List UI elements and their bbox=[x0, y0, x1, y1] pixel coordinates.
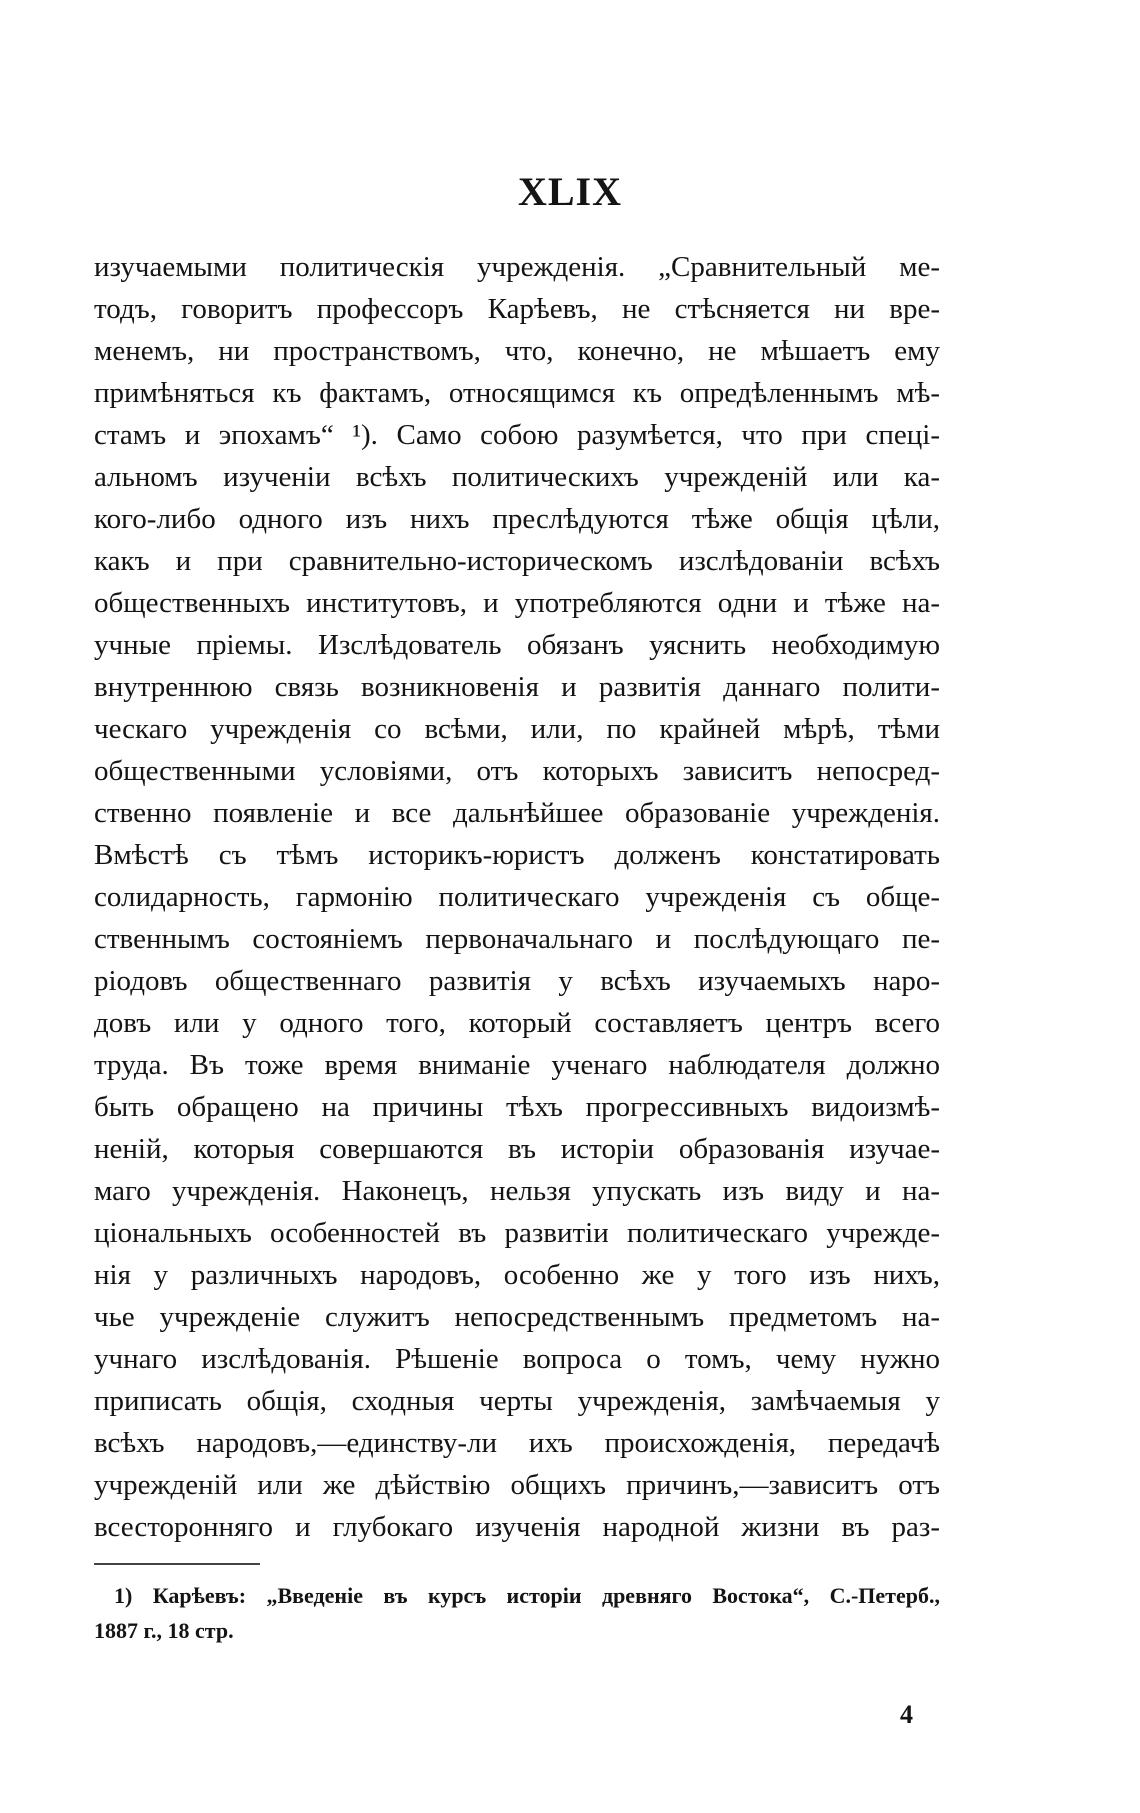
text-line: приписать общія, сходныя черты учрежденія, замѣчаемыя у bbox=[94, 1385, 940, 1417]
text-line: учрежденій или же дѣйствію общихъ причинъ,—зависитъ отъ bbox=[94, 1469, 940, 1501]
text-line: альномъ изученіи всѣхъ политическихъ учрежденій или ка- bbox=[94, 461, 940, 493]
text-line: кого-либо одного изъ нихъ преслѣдуются тѣже общія цѣли, bbox=[94, 503, 940, 535]
text-line: маго учрежденія. Наконецъ, нельзя упускать изъ виду и на- bbox=[94, 1175, 940, 1207]
text-line: общественными условіями, отъ которыхъ зависитъ непосред- bbox=[94, 755, 940, 787]
text-line: общественныхъ институтовъ, и употребляются одни и тѣже на- bbox=[94, 587, 940, 619]
text-line: учнаго изслѣдованія. Рѣшеніе вопроса о томъ, чему нужно bbox=[94, 1343, 940, 1375]
text-line: всѣхъ народовъ,—единству-ли ихъ происхожденія, передачѣ bbox=[94, 1427, 940, 1459]
signature-mark: 4 bbox=[900, 1700, 913, 1729]
text-line: изучаемыми политическія учрежденія. „Сравнительный ме- bbox=[94, 251, 940, 283]
text-line: быть обращено на причины тѣхъ прогрессивныхъ видоизмѣ- bbox=[94, 1091, 940, 1123]
footnote bbox=[94, 1578, 940, 1648]
text-line: ріодовъ общественнаго развитія у всѣхъ изучаемыхъ наро- bbox=[94, 965, 940, 997]
text-line: всесторонняго и глубокаго изученія народной жизни въ раз- bbox=[94, 1511, 940, 1543]
text-line: ціональныхъ особенностей въ развитіи политическаго учрежде- bbox=[94, 1217, 940, 1249]
footnote-line: 1) Карѣевъ: „Введеніе въ курсъ исторіи древняго Востока“, С.-Петерб., bbox=[114, 1583, 940, 1608]
text-line: довъ или у одного того, который составляетъ центръ всего bbox=[94, 1007, 940, 1039]
footnote-divider bbox=[94, 1563, 260, 1565]
text-line: нія у различныхъ народовъ, особенно же у того изъ нихъ, bbox=[94, 1259, 940, 1291]
text-line: солидарность, гармонію политическаго учрежденія съ обще- bbox=[94, 881, 940, 913]
text-line: какъ и при сравнительно-историческомъ изслѣдованіи всѣхъ bbox=[94, 545, 940, 577]
text-line: труда. Въ тоже время вниманіе ученаго наблюдателя должно bbox=[94, 1049, 940, 1081]
text-line: примѣняться къ фактамъ, относящимся къ опредѣленнымъ мѣ- bbox=[94, 377, 940, 409]
text-line: ческаго учрежденія со всѣми, или, по крайней мѣрѣ, тѣми bbox=[94, 713, 940, 745]
body-text bbox=[94, 246, 940, 1548]
text-line: учные пріемы. Изслѣдователь обязанъ уяснить необходимую bbox=[94, 629, 940, 661]
text-line: тодъ, говоритъ профессоръ Карѣевъ, не стѣсняется ни вре- bbox=[94, 293, 940, 325]
footnote-line: 1887 г., 18 стр. bbox=[94, 1618, 234, 1643]
text-line: внутреннюю связь возникновенія и развитія даннаго полити- bbox=[94, 671, 940, 703]
page-number: XLIX bbox=[517, 169, 623, 214]
text-line: ственно появленіе и все дальнѣйшее образованіе учрежденія. bbox=[94, 797, 940, 829]
text-line: чье учрежденіе служитъ непосредственнымъ предметомъ на- bbox=[94, 1301, 940, 1333]
text-line: Вмѣстѣ съ тѣмъ историкъ-юристъ долженъ констатировать bbox=[94, 839, 940, 871]
text-line: ственнымъ состояніемъ первоначальнаго и послѣдующаго пе- bbox=[94, 923, 940, 955]
text-line: неній, которыя совершаются въ исторіи образованія изучае- bbox=[94, 1133, 940, 1165]
text-line: менемъ, ни пространствомъ, что, конечно, не мѣшаетъ ему bbox=[94, 335, 940, 367]
text-line: стамъ и эпохамъ“ ¹). Само собою разумѣется, что при спеці- bbox=[94, 419, 940, 451]
